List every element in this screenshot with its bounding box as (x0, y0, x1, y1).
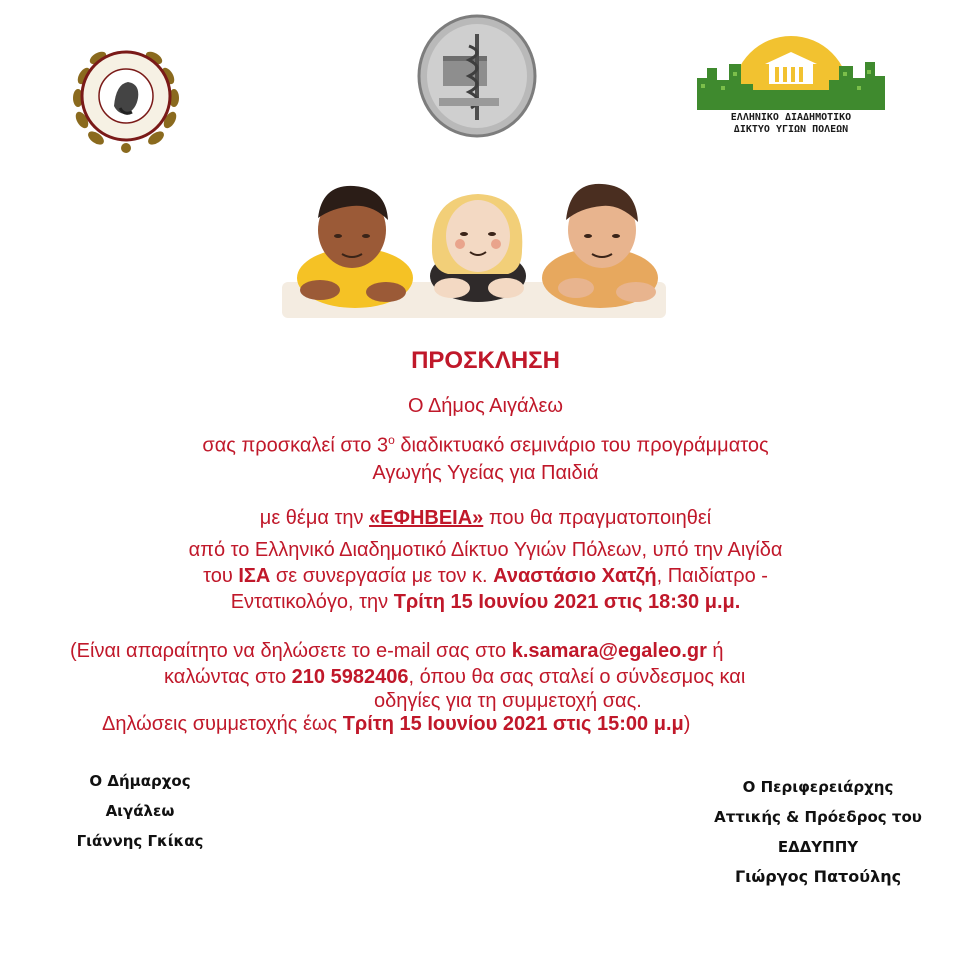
note-text: οδηγίες για τη συμμετοχή σας. (374, 690, 642, 712)
invitation-title (0, 344, 971, 378)
body-text: Αγωγής Υγείας για Παιδιά (372, 462, 599, 484)
note-line-4 (102, 709, 690, 739)
signature-regional-governor (700, 772, 936, 892)
contact-phone[interactable]: 210 5982406 (291, 666, 409, 688)
body-line-1 (0, 391, 971, 421)
note-text: Δηλώσεις συμμετοχής έως (102, 713, 343, 735)
body-text: σας προσκαλεί στο 3 (202, 434, 389, 457)
title-text: ΠΡΟΣΚΛΗΣΗ (411, 347, 560, 374)
body-text: διαδικτυακό σεμινάριο του προγράμματος (394, 434, 769, 457)
topic-text: «ΕΦΗΒΕΙΑ» (369, 507, 484, 529)
signature-mayor (40, 766, 240, 856)
body-line-2 (0, 425, 971, 461)
speaker-name: Αναστάσιο Χατζή (493, 565, 657, 587)
body-text: σε συνεργασία με τον κ. (270, 565, 494, 587)
signature-name: Γιώργος Πατούλης (734, 867, 902, 886)
network-name-line1: ΕΛΛΗΝΙΚΟ ΔΙΑΔΗΜΟΤΙΚΟ (730, 112, 852, 123)
signature-name: Γιάννης Γκίκας (76, 832, 204, 850)
body-text: με θέμα την (259, 507, 370, 529)
body-text: , Παιδίατρο - (656, 565, 768, 587)
ordinal-superscript: ο (388, 433, 395, 447)
body-line-7 (0, 587, 971, 617)
note-text: ) (683, 713, 691, 735)
isa-coin-logo (413, 12, 541, 140)
note-text: ή (706, 640, 724, 662)
registration-deadline: Τρίτη 15 Ιουνίου 2021 στις 15:00 μ.μ (342, 713, 684, 735)
isa-text: ΙΣΑ (238, 565, 271, 587)
body-text: Εντατικολόγο, την (230, 591, 394, 613)
note-text: , όπου θα σας σταλεί ο σύνδεσμος και (408, 666, 746, 688)
event-datetime: Τρίτη 15 Ιουνίου 2021 στις 18:30 μ.μ. (393, 591, 741, 613)
signature-title: Ο Περιφερειάρχης (742, 778, 894, 796)
note-text: (Είναι απαραίτητο να δηλώσετε το e-mail σας στο (70, 640, 512, 662)
healthy-cities-network-logo (697, 20, 885, 138)
body-text: που θα πραγματοποιηθεί (483, 507, 712, 529)
signature-title: ΕΔΔΥΠΠΥ (777, 838, 859, 856)
note-text: καλώντας στο (164, 666, 292, 688)
body-line-4 (0, 503, 971, 533)
three-children-illustration (280, 178, 670, 318)
dimos-aigaleo-logo (66, 36, 186, 160)
body-text: από το Ελληνικό Διαδημοτικό Δίκτυο Υγιών Πόλεων, υπό την Αιγίδα (188, 539, 783, 561)
network-name-line2: ΔΙΚΤΥΟ ΥΓΙΩΝ ΠΟΛΕΩΝ (733, 124, 849, 135)
body-text: του (203, 565, 239, 587)
signature-title: Ο Δήμαρχος (89, 772, 191, 790)
signature-title: Αιγάλεω (105, 802, 175, 820)
body-line-3 (0, 458, 971, 488)
signature-title: Αττικής & Πρόεδρος του (714, 808, 922, 826)
contact-email-link[interactable]: k.samara@egaleo.gr (511, 640, 707, 662)
body-text: Ο Δήμος Αιγάλεω (407, 395, 564, 417)
